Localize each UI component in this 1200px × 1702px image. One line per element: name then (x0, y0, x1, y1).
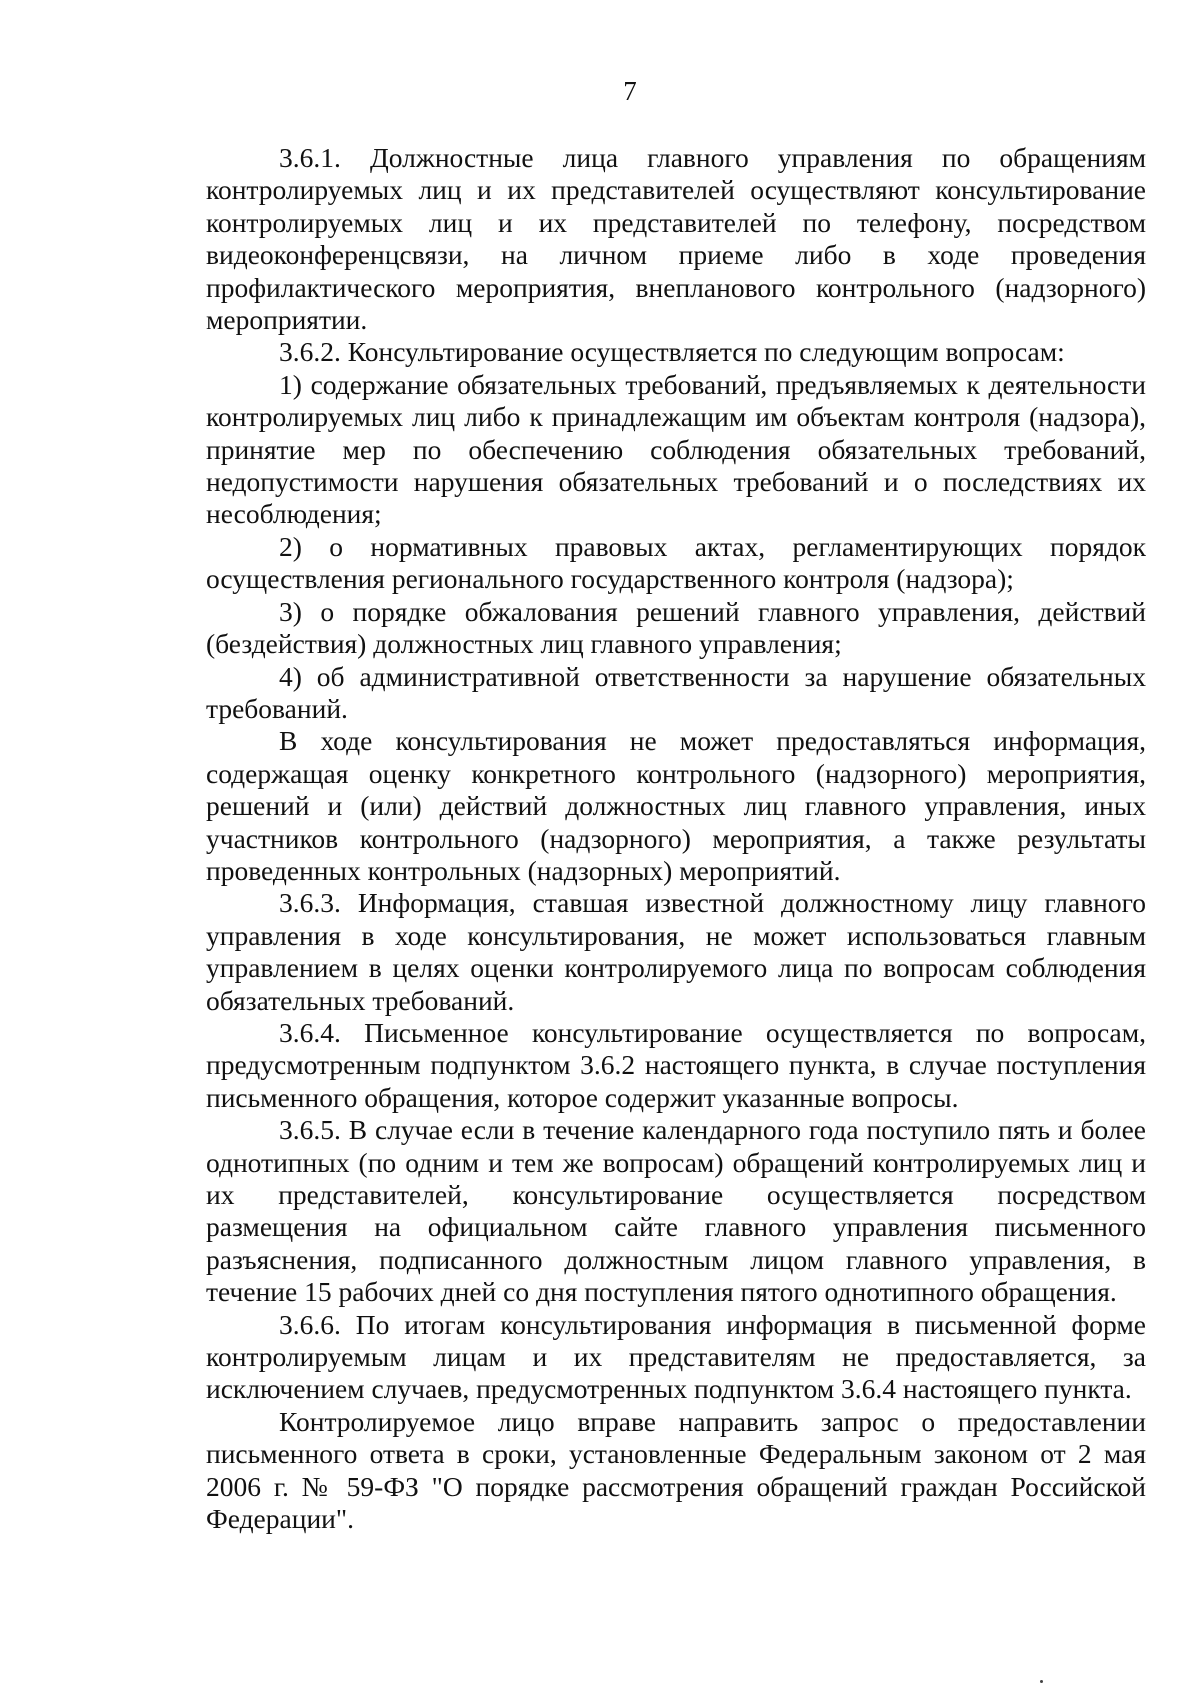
paragraph-3-6-6: 3.6.6. По итогам консультирования информация в письменной форме контролируемым лицам и их представителям не предоставляется, за исключением случаев, предусмотренных подпунктом 3.6.4 настоящего пункта. (206, 1308, 1146, 1405)
paragraph-3-6-3: 3.6.3. Информация, ставшая известной должностному лицу главного управления в ходе консультирования, не может использоваться главным управлением в целях оценки контролируемого лица по вопросам соблюдения обязательных требований. (206, 887, 1146, 1016)
paragraph-3-6-1: 3.6.1. Должностные лица главного управления по обращениям контролируемых лиц и их представителей осуществляют консультирование контролируемых лиц и их представителей по телефону, посредством видеоконференцсвязи, на личном приеме либо в ходе проведения профилактического мероприятия, внепланового контрольного (надзорного) мероприятии. (206, 142, 1146, 336)
list-item-4: 4) об административной ответственности за нарушение обязательных требований. (206, 660, 1146, 724)
paragraph-consultation-limits: В ходе консультирования не может предоставляться информация, содержащая оценку конкретного контрольного (надзорного) мероприятия, решений и (или) действий должностных лиц главного управления, иных участников контрольного (надзорного) мероприятия, а также результаты проведенных контрольных (надзорных) мероприятий. (206, 725, 1146, 886)
paragraph-3-6-2: 3.6.2. Консультирование осуществляется по следующим вопросам: (279, 336, 1065, 368)
document-body (206, 142, 1146, 1535)
paragraph-3-6-4: 3.6.4. Письменное консультирование осуществляется по вопросам, предусмотренным подпунктом 3.6.2 настоящего пункта, в случае поступления письменного обращения, которое содержит указанные вопросы. (206, 1016, 1146, 1113)
page-number: 7 (623, 76, 637, 106)
list-item-1: 1) содержание обязательных требований, предъявляемых к деятельности контролируемых лиц либо к принадлежащим им объектам контроля (надзора), принятие мер по обеспечению соблюдения обязательных требований, недопустимости нарушения обязательных требований и о последствиях их несоблюдения; (206, 368, 1146, 530)
list-item-3: 3) о порядке обжалования решений главного управления, действий (бездействия) должностных лиц главного управления; (206, 595, 1146, 660)
paragraph-written-request: Контролируемое лицо вправе направить запрос о предоставлении письменного ответа в сроки, установленные Федеральным законом от 2 мая 2006 г. № 59-ФЗ "О порядке рассмотрения обращений граждан Российской Федерации". (206, 1405, 1146, 1535)
list-item-2: 2) о нормативных правовых актах, регламентирующих порядок осуществления регионального государственного контроля (надзора); (206, 530, 1146, 595)
paragraph-3-6-5: 3.6.5. В случае если в течение календарного года поступило пять и более однотипных (по одним и тем же вопросам) обращений контролируемых лиц и их представителей, консультирование осуществляется посредством размещения на официальном сайте главного управления письменного разъяснения, подписанного должностным лицом главного управления, в течение 15 рабочих дней со дня поступления пятого однотипного обращения. (206, 1114, 1146, 1308)
scan-speck (1040, 1680, 1043, 1683)
